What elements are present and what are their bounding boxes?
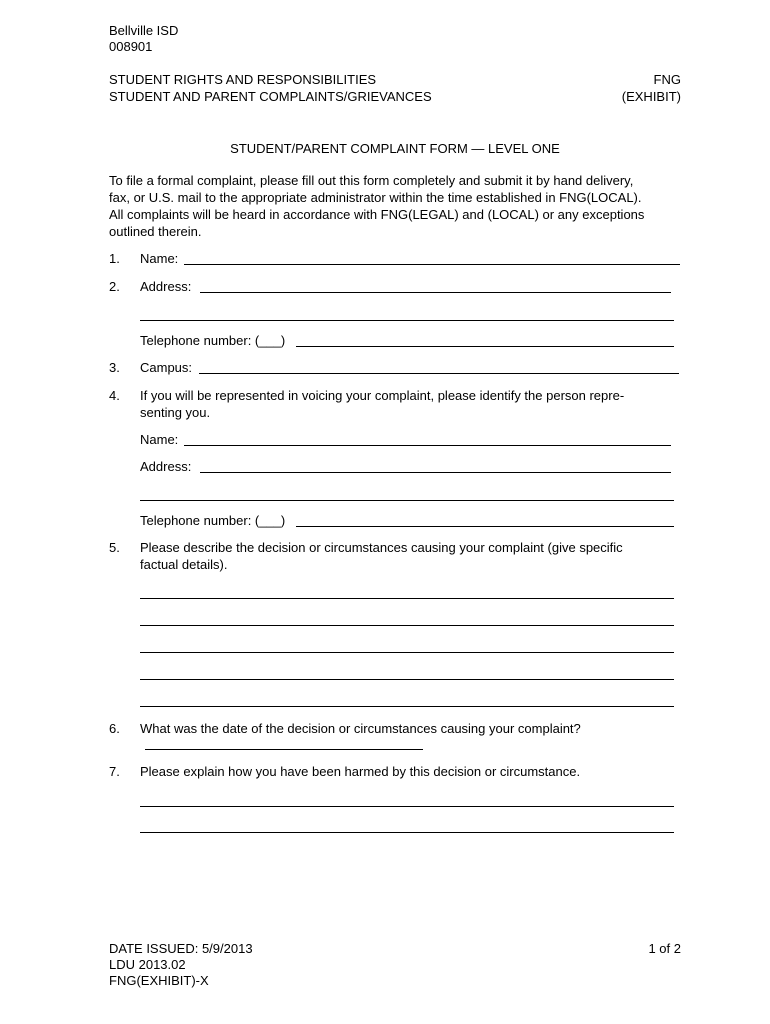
description-line[interactable] <box>140 598 674 599</box>
date-field-line[interactable] <box>145 749 423 750</box>
policy-code: FNG <box>653 72 681 87</box>
intro-line: outlined therein. <box>109 224 202 239</box>
district-name: Bellville ISD <box>109 23 179 38</box>
date-issued: DATE ISSUED: 5/9/2013 <box>109 941 253 956</box>
rep-phone-field-line[interactable] <box>296 526 674 527</box>
description-question: Please describe the decision or circumstances causing your complaint (give specific <box>140 540 623 555</box>
address-field-line[interactable] <box>200 292 671 293</box>
description-line[interactable] <box>140 679 674 680</box>
description-line[interactable] <box>140 706 674 707</box>
phone-label: Telephone number: (___) <box>140 333 286 348</box>
address-field-line-2[interactable] <box>140 320 674 321</box>
representative-question-cont: senting you. <box>140 405 211 420</box>
description-line[interactable] <box>140 652 674 653</box>
section-subtitle: STUDENT AND PARENT COMPLAINTS/GRIEVANCES <box>109 89 432 104</box>
page-number: 1 of 2 <box>648 941 681 956</box>
policy-type: (EXHIBIT) <box>621 89 681 104</box>
phone-field-line[interactable] <box>296 346 674 347</box>
name-label: Name: <box>140 251 179 266</box>
rep-name-field-line[interactable] <box>184 445 671 446</box>
harm-line[interactable] <box>140 806 674 807</box>
intro-line: fax, or U.S. mail to the appropriate administrator within the time established in FNG(LOCAL). <box>109 190 642 205</box>
section-title: STUDENT RIGHTS AND RESPONSIBILITIES <box>109 72 377 87</box>
address-label: Address: <box>140 279 192 294</box>
harm-question: Please explain how you have been harmed by this decision or circumstance. <box>140 764 581 779</box>
item-number: 3. <box>109 360 120 375</box>
description-line[interactable] <box>140 625 674 626</box>
item-number: 1. <box>109 251 120 266</box>
rep-phone-label: Telephone number: (___) <box>140 513 286 528</box>
item-number: 4. <box>109 388 120 403</box>
item-number: 5. <box>109 540 120 555</box>
harm-line[interactable] <box>140 832 674 833</box>
item-number: 7. <box>109 764 120 779</box>
date-question: What was the date of the decision or circumstances causing your complaint? <box>140 721 581 736</box>
intro-line: To file a formal complaint, please fill out this form completely and submit it by hand delivery, <box>109 173 634 188</box>
intro-line: All complaints will be heard in accordance with FNG(LEGAL) and (LOCAL) or any exceptions <box>109 207 645 222</box>
representative-question: If you will be represented in voicing your complaint, please identify the person repre- <box>140 388 625 403</box>
document-code: FNG(EXHIBIT)-X <box>109 973 209 988</box>
description-question-cont: factual details). <box>140 557 228 572</box>
name-field-line[interactable] <box>184 264 680 265</box>
item-number: 2. <box>109 279 120 294</box>
rep-address-label: Address: <box>140 459 192 474</box>
rep-address-field-line-2[interactable] <box>140 500 674 501</box>
form-title: STUDENT/PARENT COMPLAINT FORM — LEVEL ONE <box>230 141 560 156</box>
item-number: 6. <box>109 721 120 736</box>
rep-address-field-line[interactable] <box>200 472 671 473</box>
rep-name-label: Name: <box>140 432 179 447</box>
campus-field-line[interactable] <box>199 373 679 374</box>
ldu-code: LDU 2013.02 <box>109 957 186 972</box>
campus-label: Campus: <box>140 360 193 375</box>
district-code: 008901 <box>109 39 153 54</box>
